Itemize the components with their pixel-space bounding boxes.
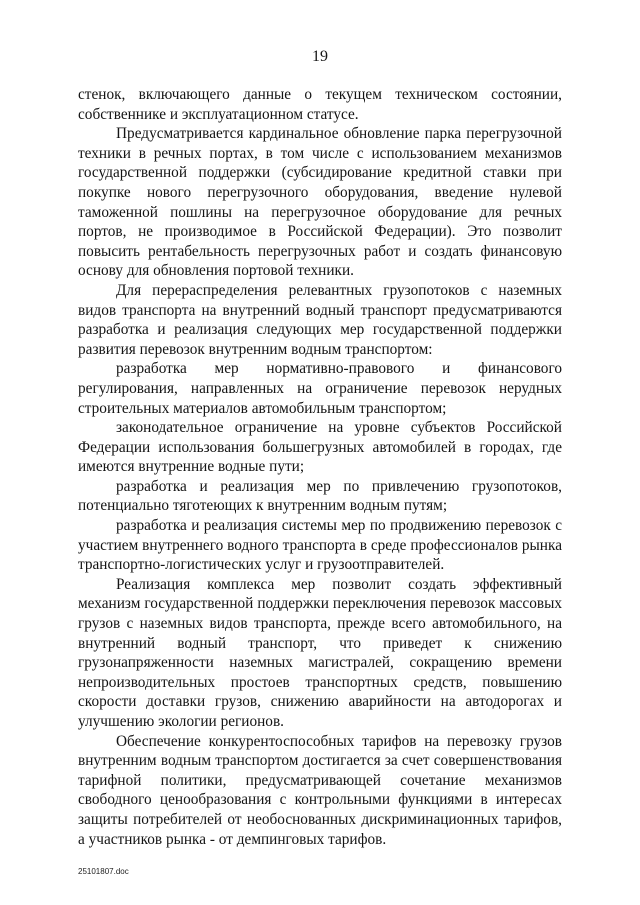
document-body <box>78 85 562 849</box>
page-number: 19 <box>312 48 328 65</box>
paragraph: Предусматривается кардинальное обновление парка перегрузочной техники в речных портах, в том числе с использованием механизмов государственной поддержки (субсидирование кредитной ставки при покупке нового перегрузочного оборудования, введение нулевой таможенной пошлины на перегрузочное оборудование для речных портов, не производимое в Российской Федерации). Это позволит повысить рентабельность перегрузочных работ и создать финансовую основу для обновления портовой техники. <box>78 125 562 280</box>
list-item: разработка и реализация мер по привлечению грузопотоков, потенциально тяготеющих к внутренним водным путям; <box>78 477 562 515</box>
list-item: законодательное ограничение на уровне субъектов Российской Федерации использования большегрузных автомобилей в городах, где имеются внутренние водные пути; <box>78 419 562 476</box>
paragraph: Реализация комплекса мер позволит создать эффективный механизм государственной поддержки переключения перевозок массовых грузов с наземных видов транспорта, прежде всего автомобильного, на внутренний водный транспорт, что приведет к снижению грузонапряженности наземных магистралей, сокращению времени непроизводительных простоев транспортных средств, повышению скорости доставки грузов, снижению аварийности на автодорогах и улучшению экологии регионов. <box>78 575 562 730</box>
footer-file-code: 25101807.doc <box>78 867 129 876</box>
paragraph: Для перераспределения релевантных грузопотоков с наземных видов транспорта на внутренний водный транспорт предусматриваются разработка и реализация следующих мер государственной поддержки развития перевозок внутренним водным транспортом: <box>78 281 562 358</box>
paragraph: стенок, включающего данные о текущем техническом состоянии, собственнике и эксплуатационном статусе. <box>78 86 562 123</box>
list-item: разработка мер нормативно-правового и финансового регулирования, направленных на ограничение перевозок нерудных строительных материалов автомобильным транспортом; <box>78 360 562 417</box>
paragraph: Обеспечение конкурентоспособных тарифов на перевозку грузов внутренним водным транспортом достигается за счет совершенствования тарифной политики, предусматривающей сочетание механизмов свободного ценообразования с контрольными функциями в интересах защиты потребителей от необоснованных дискриминационных тарифов, а участников рынка - от демпинговых тарифов. <box>78 732 562 848</box>
list-item: разработка и реализация системы мер по продвижению перевозок с участием внутреннего водного транспорта в среде профессионалов рынка транспортно-логистических услуг и грузоотправителей. <box>78 517 562 574</box>
